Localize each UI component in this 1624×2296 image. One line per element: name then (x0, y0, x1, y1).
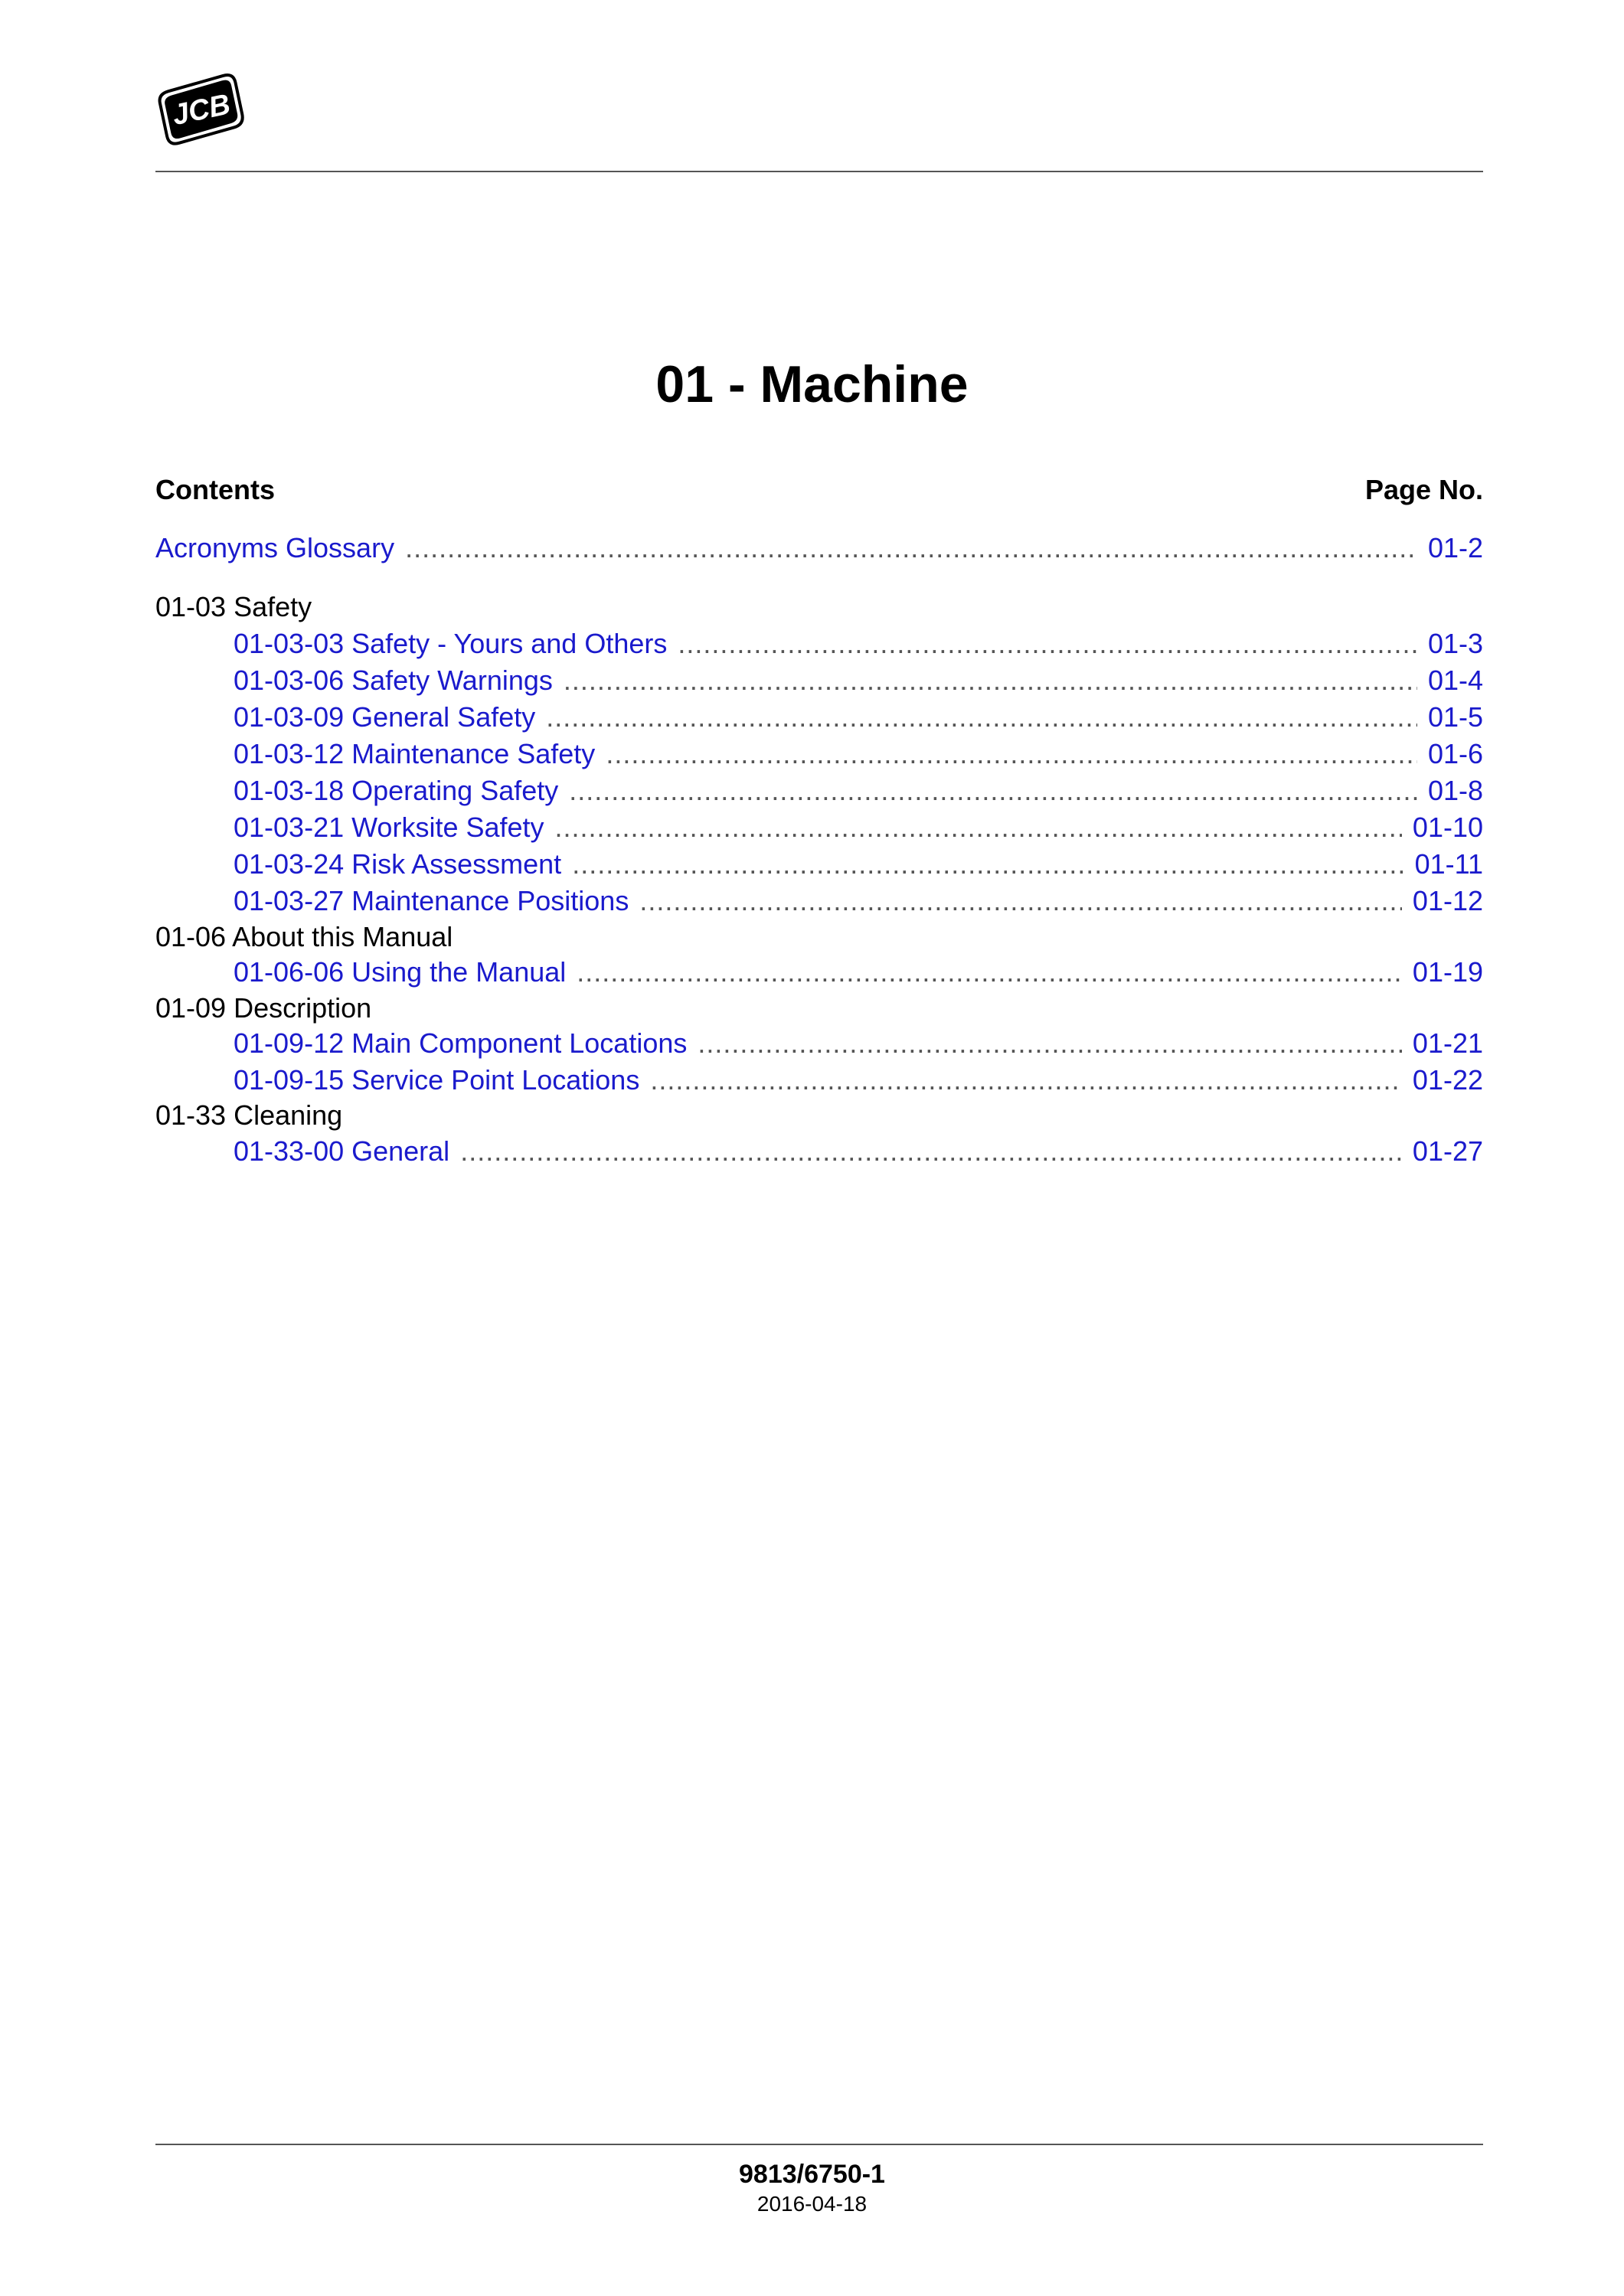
page-title: 01 - Machine (655, 355, 969, 413)
toc-entry-page: 01-27 (1412, 1135, 1483, 1167)
page-no-label: Page No. (1364, 474, 1483, 505)
contents-label: Contents (155, 474, 275, 505)
toc-entry[interactable] (234, 955, 1483, 990)
toc-entry[interactable] (234, 700, 1483, 735)
section-heading-label: 01-03 Safety (155, 591, 312, 622)
toc-entry-label: 01-03-27 Maintenance Positions (234, 885, 629, 916)
toc-entry-label: 01-03-18 Operating Safety (234, 775, 559, 806)
toc-section-heading (155, 991, 1483, 1026)
toc-entry-page: 01-4 (1427, 665, 1483, 696)
dot-leader (546, 700, 1417, 735)
toc-entry[interactable] (234, 1134, 1483, 1169)
dot-leader (572, 847, 1403, 882)
toc-entry-label: 01-03-12 Maintenance Safety (234, 738, 596, 769)
toc-entry[interactable] (234, 1063, 1483, 1098)
dot-leader (460, 1134, 1402, 1169)
toc-entry-page: 01-19 (1412, 956, 1483, 988)
dot-leader (405, 531, 1417, 566)
toc-entry-page: 01-3 (1427, 628, 1483, 659)
toc-entry[interactable] (234, 883, 1483, 919)
toc-entry-page: 01-8 (1427, 775, 1483, 806)
toc-entry-label: 01-03-03 Safety - Yours and Others (234, 628, 668, 659)
footer-rule (155, 2144, 1483, 2145)
document-code: 9813/6750-1 (739, 2160, 885, 2189)
toc-entry-page: 01-10 (1412, 812, 1483, 843)
toc-entry-page: 01-22 (1412, 1064, 1483, 1096)
dot-leader (678, 626, 1417, 661)
toc-entry-page: 01-21 (1412, 1027, 1483, 1059)
toc-entry[interactable] (234, 847, 1483, 882)
toc-section-heading (155, 590, 1483, 625)
toc-entry-label: 01-06-06 Using the Manual (234, 956, 567, 988)
toc-entry-page: 01-6 (1427, 738, 1483, 769)
toc-entry-label: 01-03-21 Worksite Safety (234, 812, 544, 843)
toc-entry-page: 01-12 (1412, 885, 1483, 916)
document-date: 2016-04-18 (756, 2192, 868, 2216)
toc-entry-label: 01-03-09 General Safety (234, 701, 536, 733)
dot-leader (698, 1026, 1402, 1061)
toc-entry[interactable] (234, 1026, 1483, 1061)
toc-entry-label: 01-09-15 Service Point Locations (234, 1064, 640, 1096)
toc-entry-label: 01-33-00 General (234, 1135, 450, 1167)
toc-section-heading (155, 1098, 1483, 1133)
toc-entry-page: 01-2 (1427, 532, 1483, 563)
toc-entry[interactable] (234, 663, 1483, 698)
section-heading-label: 01-06 About this Manual (155, 921, 453, 952)
logo-lettering: JCB (169, 88, 234, 132)
toc-entry-acronyms-glossary[interactable] (155, 531, 1483, 566)
dot-leader (564, 663, 1417, 698)
toc-entry-page: 01-11 (1414, 848, 1483, 880)
toc-entry[interactable] (234, 626, 1483, 661)
toc-entry-page: 01-5 (1427, 701, 1483, 733)
section-heading-label: 01-33 Cleaning (155, 1099, 343, 1131)
toc-entry-label: 01-09-12 Main Component Locations (234, 1027, 688, 1059)
toc-entry[interactable] (234, 810, 1483, 845)
dot-leader (639, 883, 1402, 919)
section-heading-label: 01-09 Description (155, 992, 372, 1024)
table-of-contents (155, 0, 1483, 2296)
toc-section-heading (155, 919, 1483, 955)
dot-leader (577, 955, 1402, 990)
dot-leader (569, 773, 1417, 808)
toc-entry-label: 01-03-24 Risk Assessment (234, 848, 562, 880)
dot-leader (650, 1063, 1402, 1098)
dot-leader (555, 810, 1402, 845)
toc-entry-label: Acronyms Glossary (155, 532, 395, 563)
dot-leader (606, 736, 1417, 772)
toc-entry[interactable] (234, 736, 1483, 772)
toc-entry[interactable] (234, 773, 1483, 808)
toc-entry-label: 01-03-06 Safety Warnings (234, 665, 553, 696)
